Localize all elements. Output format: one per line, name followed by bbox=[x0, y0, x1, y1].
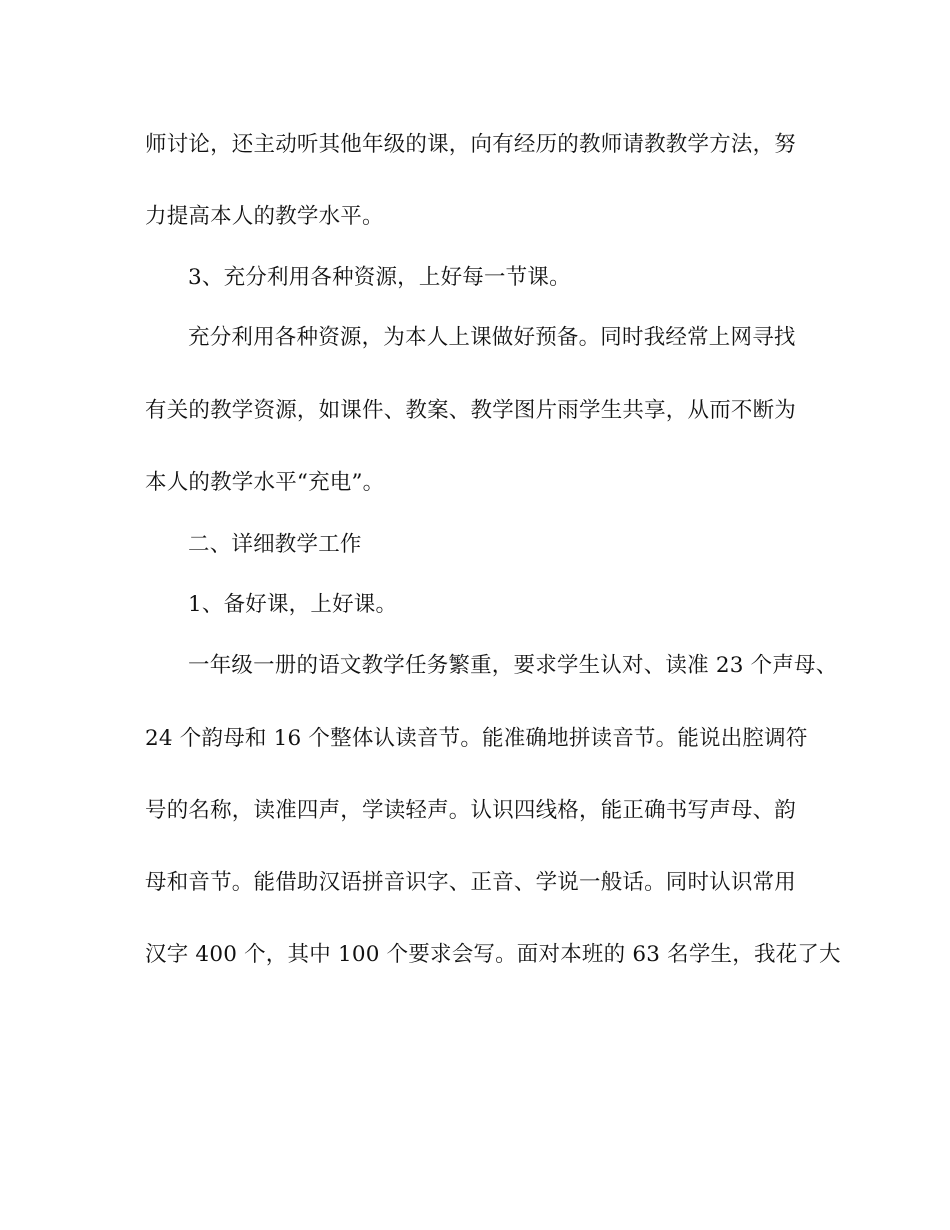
text-line-10: 24 个韵母和 16 个整体认读音节。能准确地拼读音节。能说出腔调符 bbox=[145, 726, 808, 751]
text-line-13: 汉字 400 个，其中 100 个要求会写。面对本班的 63 名学生，我花了大 bbox=[145, 942, 841, 967]
text-line-9: 一年级一册的语文教学任务繁重，要求学生认对、读准 23 个声母、 bbox=[188, 653, 838, 678]
subsection-heading-1: 1、备好课，上好课。 bbox=[188, 592, 398, 617]
text-line-11: 号的名称，读准四声，学读轻声。认识四线格，能正确书写声母、韵 bbox=[145, 798, 797, 823]
section-heading-3: 3、充分利用各种资源，上好每一节课。 bbox=[188, 265, 571, 290]
text-line-5: 有关的教学资源，如课件、教案、教学图片雨学生共享，从而不断为 bbox=[145, 398, 797, 423]
text-line-6: 本人的教学水平“充电”。 bbox=[145, 470, 385, 495]
text-line-1: 师讨论，还主动听其他年级的课，向有经历的教师请教教学方法，努 bbox=[145, 132, 797, 157]
text-line-2: 力提高本人的教学水平。 bbox=[145, 204, 384, 229]
text-line-4: 充分利用各种资源，为本人上课做好预备。同时我经常上网寻找 bbox=[188, 325, 796, 350]
section-heading-2: 二、详细教学工作 bbox=[188, 532, 362, 557]
text-line-12: 母和音节。能借助汉语拼音识字、正音、学说一般话。同时认识常用 bbox=[145, 870, 797, 895]
